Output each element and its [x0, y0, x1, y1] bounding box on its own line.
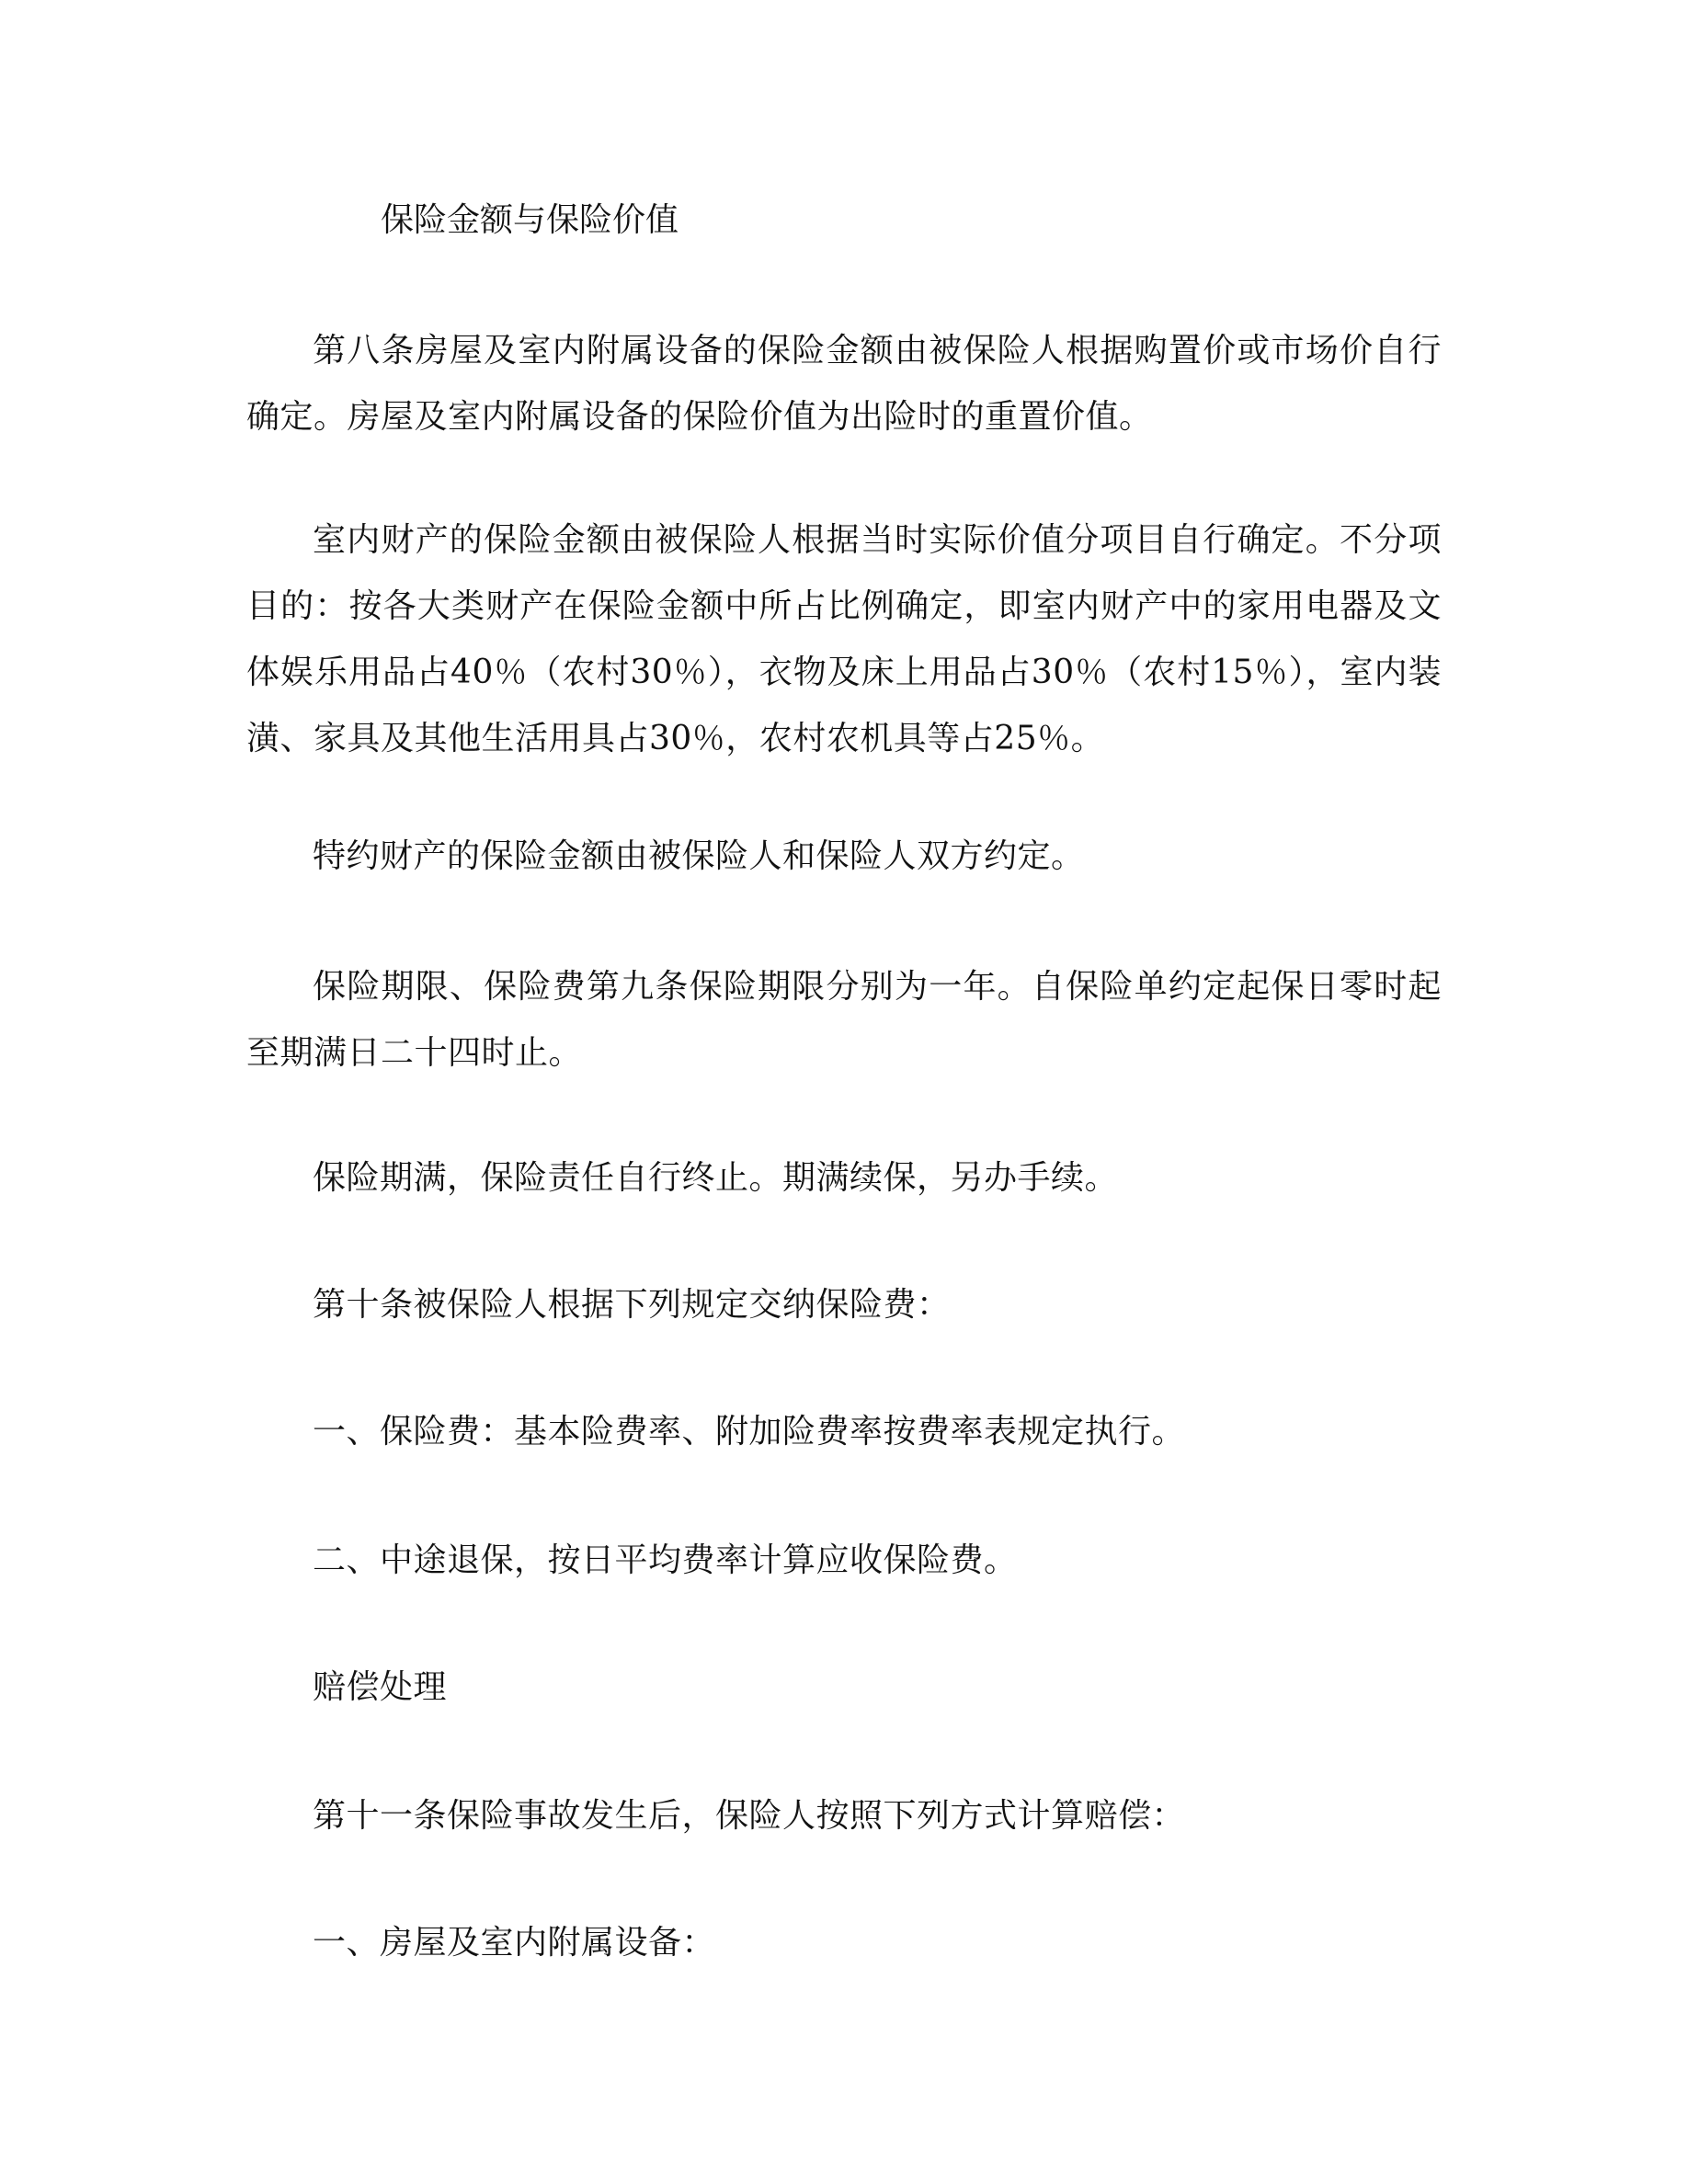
paragraph-cancellation: 二、中途退保，按日平均费率计算应收保险费。 — [313, 1541, 1018, 1579]
section-heading: 保险金额与保险价值 — [381, 201, 679, 239]
paragraph-indoor-property: 室内财产的保险金额由被保险人根据当时实际价值分项目自行确定。不分项目的：按各大类财产在保险金额中所占比例确定，即室内财产中的家用电器及文体娱乐用品占40％（农村30％），衣物及床上用品占30％（农村15％），室内装潢、家具及其他生活用具占30％，农村农机具等占25％。 — [246, 521, 1442, 757]
paragraph-expiry: 保险期满，保险责任自行终止。期满续保，另办手续。 — [313, 1159, 1119, 1197]
paragraph-article-8: 第八条房屋及室内附属设备的保险金额由被保险人根据购置价或市场价自行确定。房屋及室内附属设备的保险价值为出险时的重置价值。 — [246, 332, 1442, 436]
subheading-claims: 赔偿处理 — [313, 1668, 448, 1706]
paragraph-article-10: 第十条被保险人根据下列规定交纳保险费： — [313, 1286, 951, 1324]
paragraph-article-11: 第十一条保险事故发生后，保险人按照下列方式计算赔偿： — [313, 1797, 1186, 1835]
paragraph-special-property: 特约财产的保险金额由被保险人和保险人双方约定。 — [313, 837, 1085, 875]
paragraph-premium-rates: 一、保险费：基本险费率、附加险费率按费率表规定执行。 — [313, 1413, 1186, 1450]
paragraph-housing-equipment: 一、房屋及室内附属设备： — [313, 1924, 716, 1962]
paragraph-article-9: 保险期限、保险费第九条保险期限分别为一年。自保险单约定起保日零时起至期满日二十四时止。 — [246, 968, 1442, 1072]
